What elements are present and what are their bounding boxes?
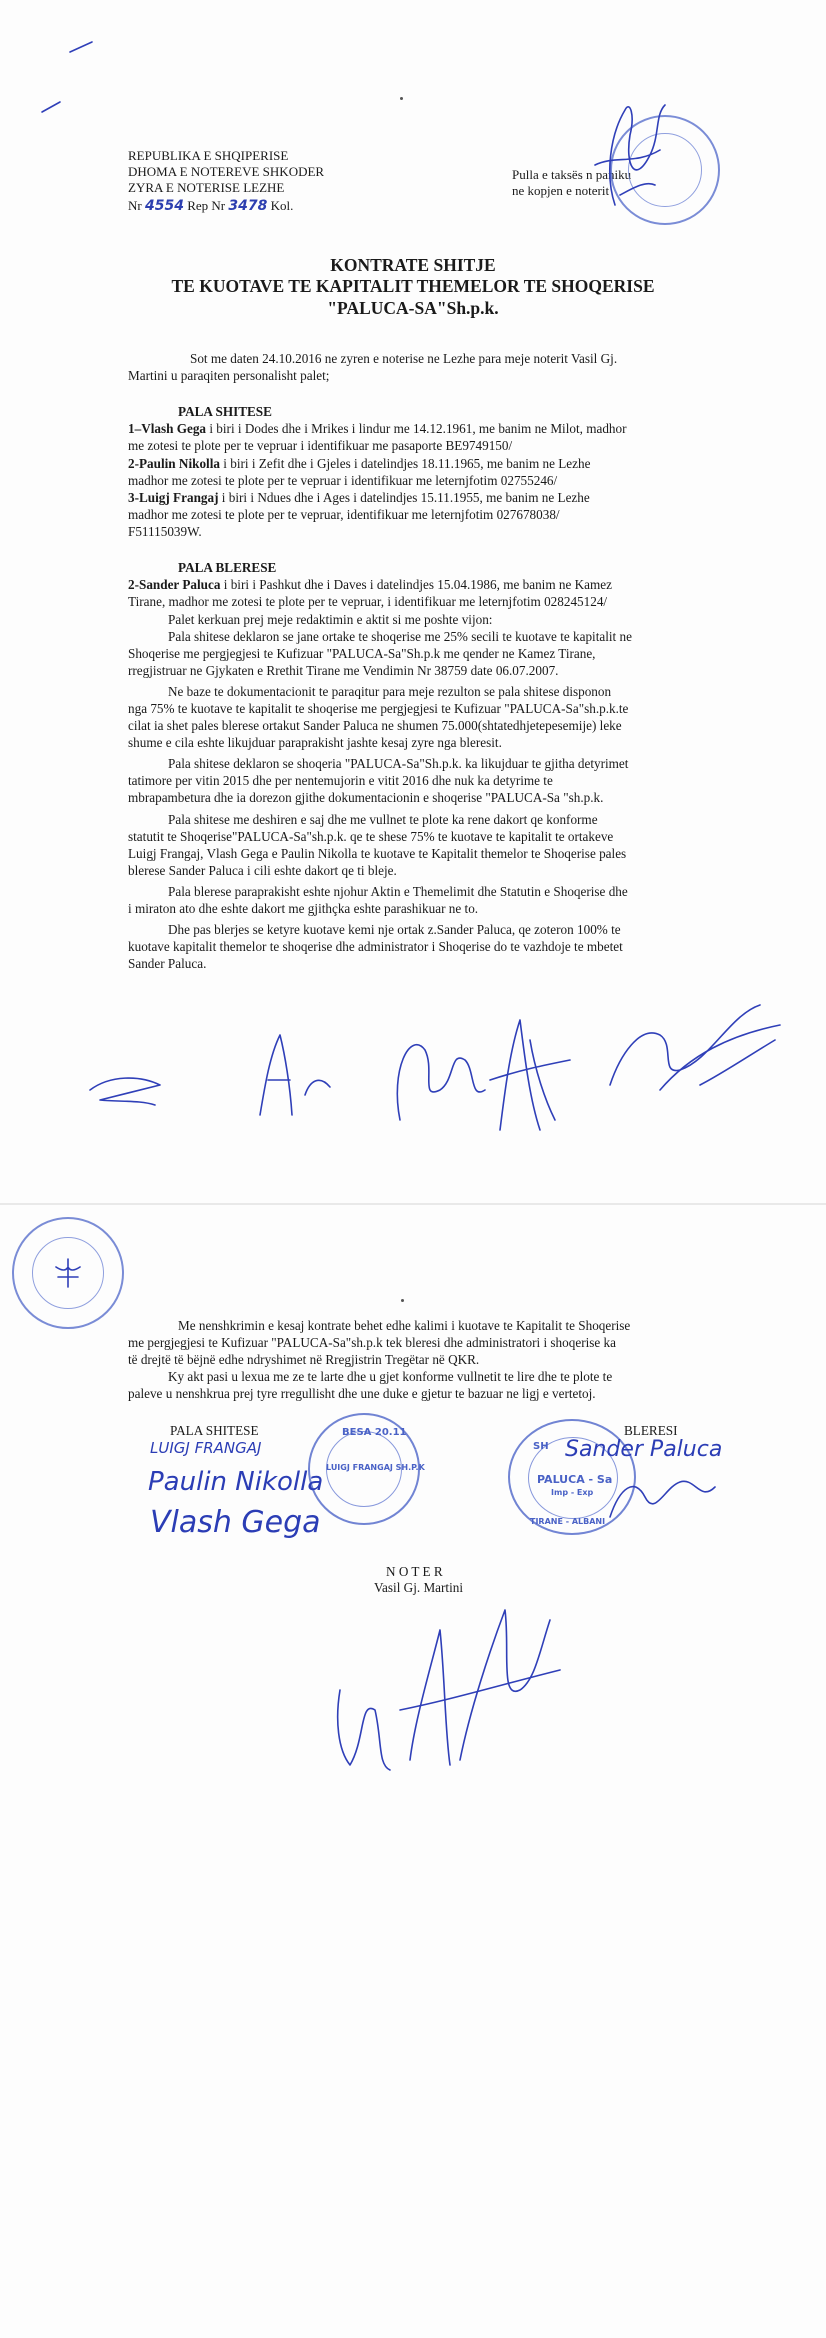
page2-p1-l1: Me nenshkrimin e kesaj kontrate behet edhe kalimi i kuotave te Kapitalit te Shoqerise <box>178 1318 631 1333</box>
tax-note-line2: ne kopjen e noterit <box>512 183 610 198</box>
page2-p2-l2: paleve u nenshkrua prej tyre rregullisht dhe une duke e gjetur te bazuar ne ligj e vertetoj. <box>128 1386 596 1401</box>
contract-title: KONTRATE SHITJE <box>330 255 496 275</box>
nr-value: 4554 <box>144 198 184 214</box>
signature-paulin-nikolla <box>600 995 790 1105</box>
tax-note-line1: Pulla e taksës n paniku <box>512 167 632 182</box>
seller-2-line2: madhor me zotesi te plote per te vepruar i identifikuar me leternjfotim 02755246/ <box>128 473 558 488</box>
body-p4-l1: Pala shitese deklaron se shoqeria "PALUCA-Sa"Sh.p.k. ka likujduar te gjitha detyrimet <box>168 756 629 771</box>
buyer-line1 <box>128 577 612 593</box>
body-p6-l2: i miraton ato dhe eshte dakort me gjithçka eshte parashikuar ne to. <box>128 901 479 916</box>
body-p2-l3: rregjistruar ne Gjykaten e Rrethit Tirane me Vendimin Nr 38759 date 06.07.2007. <box>128 663 559 678</box>
page2-p1-l2: me pergjegjesi te Kufizuar "PALUCA-Sa"sh.p.k tek bleresi dhe administratori i shoqerise ka <box>128 1335 616 1350</box>
buyer-details: i biri i Pashkut dhe i Daves i datelindjes 15.04.1986, me banim ne Kamez <box>220 577 612 592</box>
page2-p2-l1: Ky akt pasi u lexua me ze te larte dhe u gjet konforme vullnetit te lire dhe te plote te <box>168 1369 613 1384</box>
body-p4-l2: tatimore per vitin 2015 dhe per nentemujorin e vitit 2016 dhe nuk ka detyrime te <box>128 773 553 788</box>
body-p6-l1: Pala blerese paraprakisht eshte njohur Aktin e Themelimit dhe Statutin e Shoqerise dhe <box>168 884 628 899</box>
rep-label: Rep Nr <box>187 198 226 213</box>
besa-stamp-mid: LUIGJ FRANGAJ SH.P.K <box>326 1463 425 1472</box>
contract-subtitle: TE KUOTAVE TE KAPITALIT THEMELOR TE SHOQERISE <box>171 276 655 296</box>
body-p3-l2: nga 75% te kuotave te kapitalit te shoqerise me pergjegjesi te Kufizuar "PALUCA-Sa"sh.p.k.te <box>128 701 629 716</box>
kol-label: Kol. <box>270 198 294 213</box>
center-dot <box>401 1299 404 1302</box>
body-p3-l1: Ne baze te dokumentacionit te paraqitur para meje rezulton se pala shitese disponon <box>168 684 612 699</box>
notary-signature-top <box>575 95 675 215</box>
seller-3-name: 3-Luigj Frangaj <box>128 490 219 505</box>
notary-name: Vasil Gj. Martini <box>374 1580 464 1595</box>
header-republic: REPUBLIKA E SHQIPERISE <box>128 148 289 163</box>
body-p5-l2: statutit te Shoqerise"PALUCA-Sa"sh.p.k. qe te shese 75% te kuotave te kapitalit te ortakeve <box>128 829 614 844</box>
signature-vlash-gega: Vlash Gega <box>150 1505 321 1540</box>
body-p2-l1: Pala shitese deklaron se jane ortake te shoqerise me 25% secili te kuotave te kapitalit ne <box>168 629 632 644</box>
sellers-heading: PALA SHITESE <box>178 404 272 419</box>
header-registry-line <box>128 198 293 214</box>
seller-2 <box>128 456 590 472</box>
seller-1-details: i biri i Dodes dhe i Mrikes i lindur me 14.12.1961, me banim ne Milot, madhor <box>206 421 627 436</box>
page2-p1-l3: të drejtë të bëjnë edhe ndryshimet në Rregjistrin Tregëtar në QKR. <box>128 1352 480 1367</box>
paluca-stamp-top: SH <box>533 1441 549 1452</box>
seller-3-details: i biri i Ndues dhe i Ages i datelindjes 15.11.1955, me banim ne Lezhe <box>218 490 590 505</box>
seller-3-line2: madhor me zotesi te plote per te vepruar, identifikuar me leternjfotim 027678038/ <box>128 507 560 522</box>
body-p4-l3: mbrapambetura dhe ia dorezon gjithe dokumentacionin e shoqerise "PALUCA-Sa "sh.p.k. <box>128 790 604 805</box>
body-p5-l4: blerese Sander Paluca i cili eshte dakort qe ti bleje. <box>128 863 397 878</box>
center-dot <box>400 97 403 100</box>
seller-3-line3: F51115039W. <box>128 524 202 539</box>
buyer-name: 2-Sander Paluca <box>128 577 221 592</box>
body-p5-l1: Pala shitese me deshiren e saj dhe me vullnet te plote ka rene dakort qe konforme <box>168 812 598 827</box>
eagle-emblem-icon <box>48 1253 88 1293</box>
signature-squiggle <box>80 1050 180 1120</box>
signature-initials <box>250 1025 340 1125</box>
signature-paulin-nikolla: Paulin Nikolla <box>148 1467 324 1497</box>
buyer-heading: PALA BLERESE <box>178 560 277 575</box>
sellers-signature-label: PALA SHITESE <box>170 1423 259 1438</box>
body-p3-l3: cilat ia shet pales blerese ortakut Sander Paluca ne shumen 75.000(shtatedhjetepesemije) leke <box>128 718 622 733</box>
seller-1-name: 1–Vlash Gega <box>128 421 207 436</box>
buyer-line2: Tirane, madhor me zotesi te plote per te vepruar, i identifikuar me leternjfotim 028245124/ <box>128 594 608 609</box>
paluca-stamp-name: PALUCA - Sa <box>537 1473 613 1486</box>
intro-line2: Martini u paraqiten personalisht palet; <box>128 368 330 383</box>
signature-vlash-gega <box>380 1010 580 1140</box>
pen-mark <box>40 40 100 120</box>
paluca-stamp-sub: Imp - Exp <box>551 1488 594 1497</box>
header-office: ZYRA E NOTERISE LEZHE <box>128 180 285 195</box>
body-p7-l3: Sander Paluca. <box>128 956 207 971</box>
body-p1: Palet kerkuan prej meje redaktimin e aktit si me poshte vijon: <box>168 612 493 627</box>
body-p5-l3: Luigj Frangaj, Vlash Gega e Paulin Nikolla te kuotave te Kapitalit themelor te Shoqerise pales <box>128 846 627 861</box>
seller-1 <box>128 421 627 437</box>
intro-line1: Sot me daten 24.10.2016 ne zyren e noterise ne Lezhe para meje noterit Vasil Gj. <box>190 351 618 366</box>
company-name: "PALUCA-SA"Sh.p.k. <box>327 298 499 318</box>
paluca-stamp-bottom: TIRANE - ALBANI <box>530 1517 606 1526</box>
header-chamber: DHOMA E NOTEREVE SHKODER <box>128 164 325 179</box>
notary-label: N O T E R <box>386 1564 443 1579</box>
seller-3 <box>128 490 590 506</box>
rep-value: 3478 <box>228 198 268 214</box>
seller-2-name: 2-Paulin Nikolla <box>128 456 220 471</box>
seller-1-line2: me zotesi te plote per te vepruar i identifikuar me pasaporte BE9749150/ <box>128 438 513 453</box>
signature-sander-paluca: Sander Paluca <box>565 1437 723 1462</box>
besa-stamp-top: BESA 20.11 <box>342 1427 407 1438</box>
body-p7-l2: kuotave kapitalit themelor te shoqerise dhe administrator i Shoqerise do te vazhdoje te mbetet <box>128 939 623 954</box>
notary-signature <box>320 1590 580 1790</box>
buyer-signature-label: BLERESI <box>624 1423 678 1438</box>
seller-2-details: i biri i Zefit dhe i Gjeles i datelindjes 18.11.1965, me banim ne Lezhe <box>219 456 591 471</box>
body-p7-l1: Dhe pas blerjes se ketyre kuotave kemi nje ortak z.Sander Paluca, qe zoteron 100% te <box>168 922 621 937</box>
nr-label: Nr <box>128 198 142 213</box>
contract-page-2 <box>0 1205 826 2338</box>
body-p2-l2: Shoqerise me pergjegjesi te Kufizuar "PALUCA-Sa"Sh.p.k me qender ne Kamez Tirane, <box>128 646 596 661</box>
signature-luigj-frangaj: LUIGJ FRANGAJ <box>150 1439 262 1457</box>
body-p3-l4: shume e cila eshte likujduar paraprakisht jashte kesaj zyre nga bleresit. <box>128 735 502 750</box>
buyer-signature-flourish <box>600 1467 720 1527</box>
